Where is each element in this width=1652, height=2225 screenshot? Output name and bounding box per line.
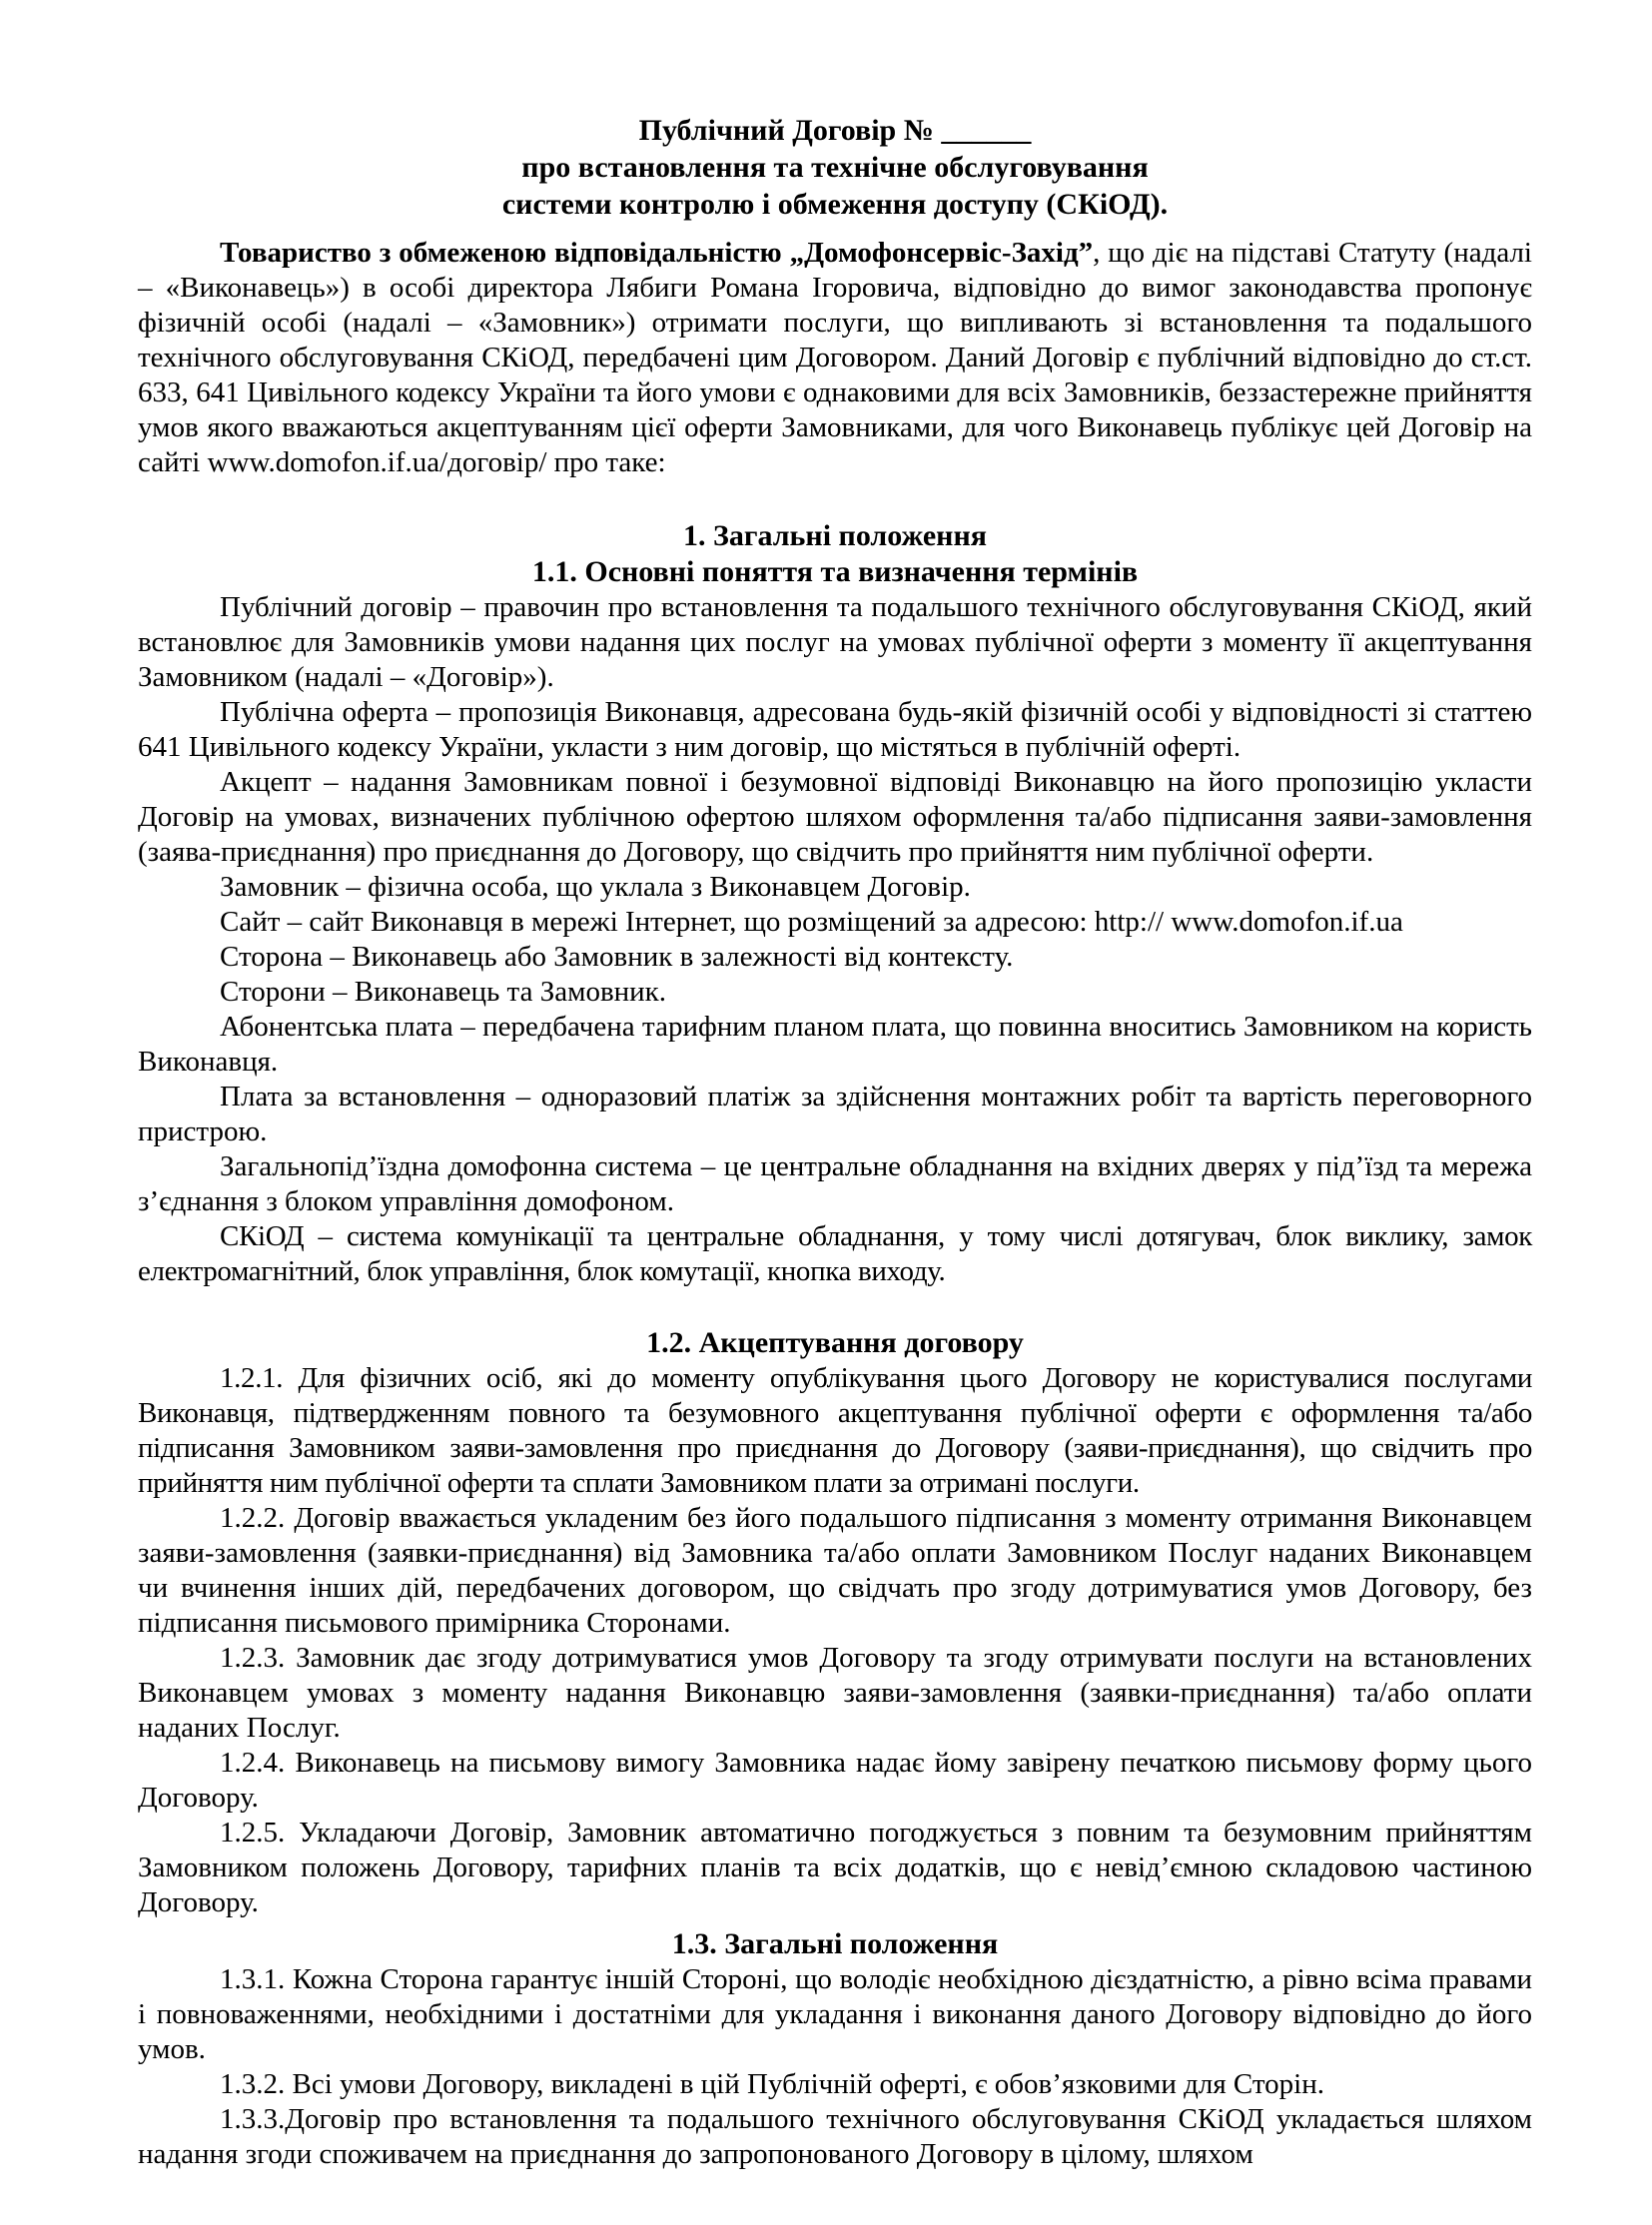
subsection-heading: 1.3. Загальні положення (671, 1927, 999, 1960)
definition-paragraph: Загальнопід’їздна домофонна система – це центральне обладнання на вхідних дверях у під’їзд та мережа з’єднання з блоком управління домофоном. (138, 1150, 1532, 1217)
title-line-1: Публічний Договір № ______ (638, 114, 1032, 147)
subsection-heading: 1.1. Основні поняття та визначення термінів (531, 555, 1139, 588)
clause-paragraph: 1.2.5. Укладаючи Договір, Замовник автоматично погоджується з повним та безумовним прийняттям Замовником положень Договору, тарифних планів та всіх додатків, що є невід’ємною складовою частиною Договору. (138, 1817, 1532, 1918)
document-title (138, 112, 1532, 223)
document-body (138, 112, 1532, 2172)
definition-paragraph: Замовник – фізична особа, що уклала з Виконавцем Договір. (220, 871, 971, 903)
definition-paragraph: Акцепт – надання Замовникам повної і безумовної відповіді Виконавцю на його пропозицію укласти Договір на умовах, визначених публічною офертою шляхом оформлення та/або підписання заяви-замовлення (заява-приєднання) про приєднання до Договору, що свідчить про прийняття ним публічної оферти. (138, 766, 1532, 868)
title-line-2: про встановлення та технічне обслуговування (521, 151, 1149, 184)
definition-paragraph: Сторони – Виконавець та Замовник. (220, 976, 667, 1008)
clause-paragraph: 1.2.4. Виконавець на письмову вимогу Замовника надає йому завірену печаткою письмову форму цього Договору. (138, 1747, 1532, 1814)
definition-paragraph: Публічна оферта – пропозиція Виконавця, адресована будь-якій фізичній особі у відповідності зі статтею 641 Цивільного кодексу України, укласти з ним договір, що містяться в публічній оферті. (138, 696, 1532, 763)
clause-paragraph: 1.2.1. Для фізичних осіб, які до моменту опублікування цього Договору не користувалися послугами Виконавця, підтвердженням повного та безумовного акцептування публічної оферти є оформлення та/або підписання Замовником заяви-замовлення про приєднання до Договору (заяви-приєднання), що свідчить про прийняття ним публічної оферти та сплати Замовником плати за отримані послуги. (138, 1362, 1532, 1499)
subsection-heading: 1.2. Акцептування договору (646, 1326, 1024, 1359)
definition-paragraph: Публічний договір – правочин про встановлення та подальшого технічного обслуговування СКіОД, який встановлює для Замовників умови надання цих послуг на умовах публічної оферти з моменту її акцептування Замовником (надалі – «Договір»). (138, 591, 1532, 693)
clause-paragraph: 1.3.3.Договір про встановлення та подальшого технічного обслуговування СКіОД укладається шляхом надання згоди споживачем на приєднання до запропонованого Договору в цілому, шляхом (138, 2103, 1532, 2170)
organization-name: Товариство з обмеженою відповідальністю „Домофонсервіс-Захід” (220, 237, 1094, 269)
definition-paragraph: СКіОД – система комунікації та центральне обладнання, у тому числі дотягувач, блок виклику, замок електромагнітний, блок управління, блок комутації, кнопка виходу. (138, 1220, 1532, 1287)
clause-paragraph: 1.2.2. Договір вважається укладеним без його подальшого підписання з моменту отримання Виконавцем заяви-замовлення (заявки-приєднання) від Замовника та/або оплати Замовником Послуг наданих Виконавцем чи вчинення інших дій, передбачених договором, що свідчать про згоду дотримуватися умов Договору, без підписання письмового примірника Сторонами. (138, 1502, 1532, 1639)
clause-paragraph: 1.2.3. Замовник дає згоду дотримуватися умов Договору та згоду отримувати послуги на встановлених Виконавцем умовах з моменту надання Виконавцю заяви-замовлення (заявки-приєднання) та/або оплати наданих Послуг. (138, 1642, 1532, 1744)
definition-paragraph: Плата за встановлення – одноразовий платіж за здійснення монтажних робіт та вартість переговорного пристрою. (138, 1081, 1532, 1147)
intro-text: , що діє на підставі Статуту (надалі – «Виконавець») в особі директора Лябиги Романа Ігоровича, відповідно до вимог законодавства пропонує фізичній особі (надалі – «Замовник») отримати послуги, що випливають зі встановлення та подальшого технічного обслуговування СКіОД, передбачені цим Договором. Даний Договір є публічний відповідно до ст.ст. 633, 641 Цивільного кодексу України та його умови є однаковими для всіх Замовників, беззастережне прийняття умов якого вважаються акцептуванням цієї оферти Замовниками, для чого Виконавець публікує цей Договір на сайті www.domofon.if.ua/договір/ про таке: (138, 237, 1532, 478)
title-line-3: системи контролю і обмеження доступу (СКіОД). (501, 188, 1169, 221)
section-heading: 1. Загальні положення (683, 519, 987, 552)
definition-paragraph: Абонентська плата – передбачена тарифним планом плата, що повинна вноситись Замовником на користь Виконавця. (138, 1011, 1532, 1078)
definition-paragraph: Сайт – сайт Виконавця в мережі Інтернет, що розміщений за адресою: http:// www.domofon.if.ua (220, 906, 1403, 938)
clause-paragraph: 1.3.1. Кожна Сторона гарантує іншій Стороні, що володіє необхідною дієздатністю, а рівно всіма правами і повноваженнями, необхідними і достатніми для укладання і виконання даного Договору відповідно до його умов. (138, 1963, 1532, 2065)
intro-paragraph (138, 236, 1532, 480)
definition-paragraph: Сторона – Виконавець або Замовник в залежності від контексту. (220, 941, 1014, 973)
clause-paragraph: 1.3.2. Всі умови Договору, викладені в цій Публічній оферті, є обов’язковими для Сторін. (220, 2068, 1325, 2100)
